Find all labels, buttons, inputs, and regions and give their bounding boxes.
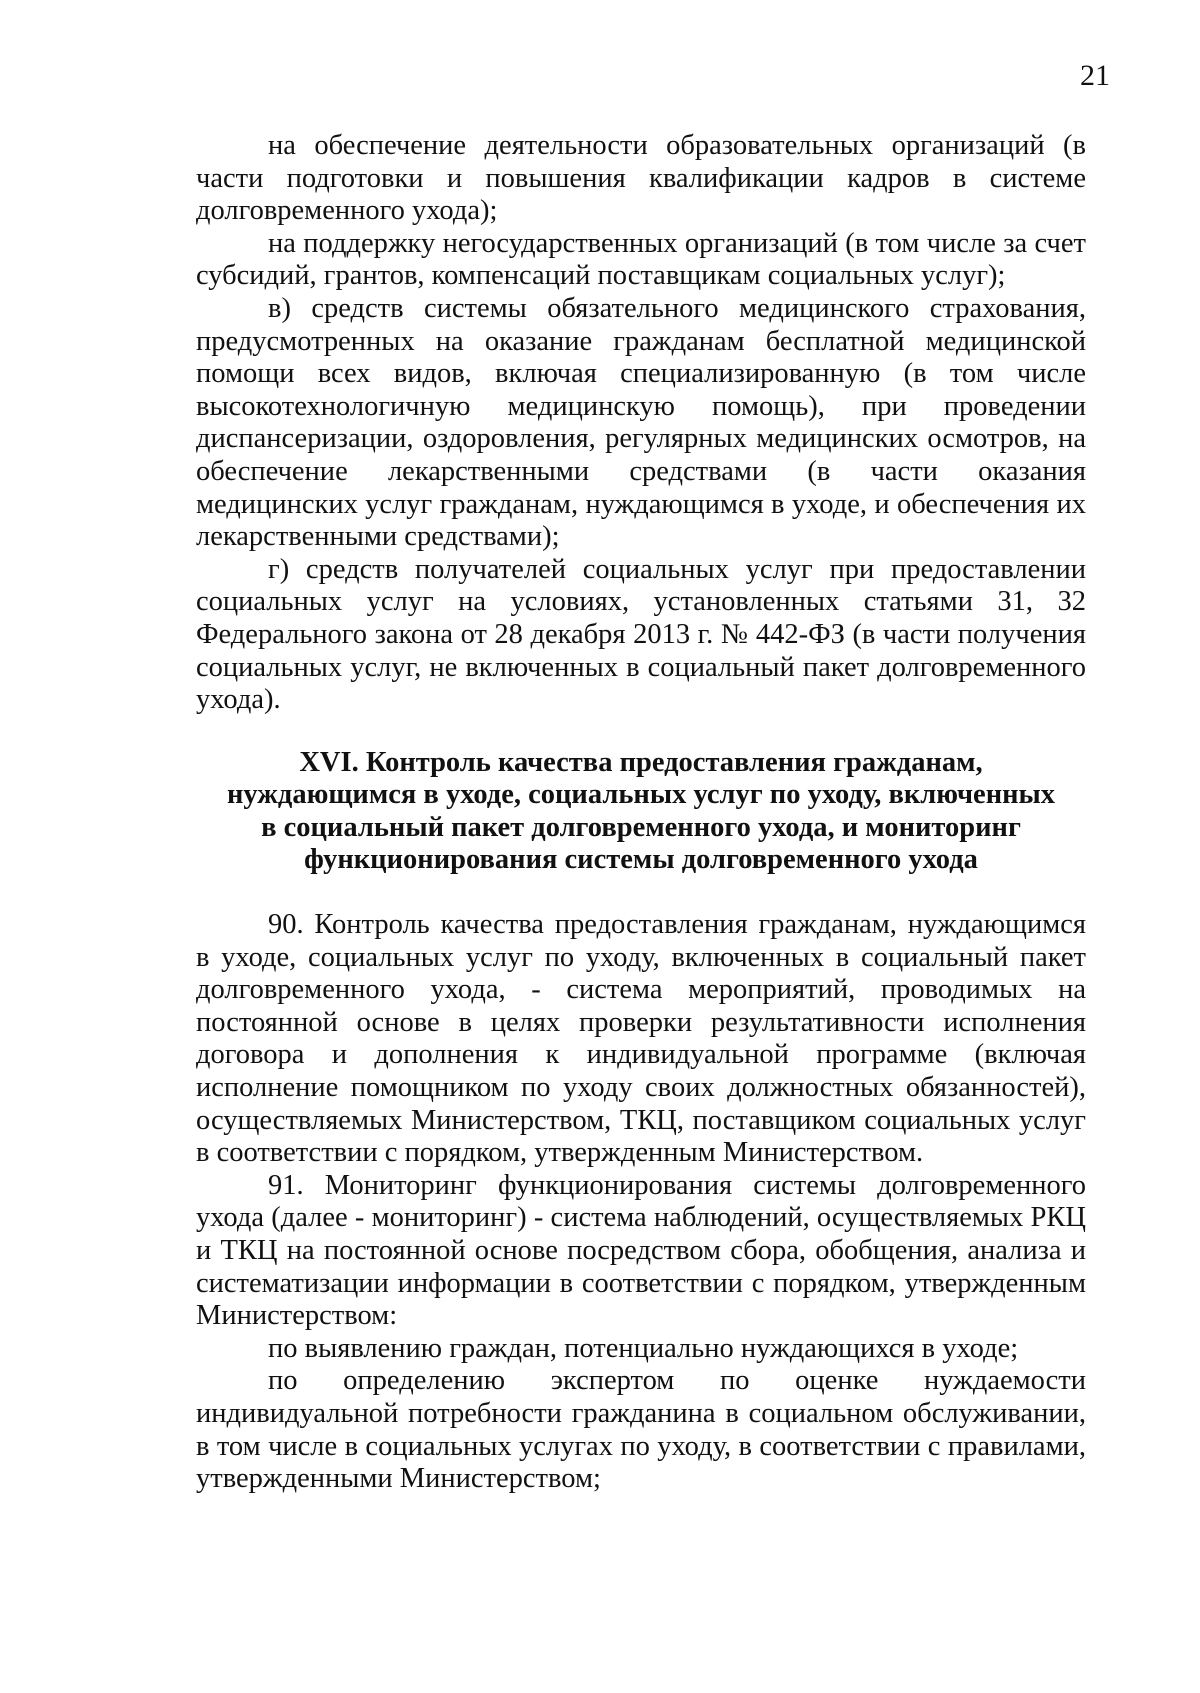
heading-line: функционирования системы долговременного ухода <box>304 844 978 876</box>
paragraph-item-v-medical-insurance: в) средств системы обязательного медицинского страхования, предусмотренных на оказание гражданам бесплатной медицинской помощи всех видов, включая специализированную (в том числе высокотехнологичную медицинскую помощь), при проведении диспансеризации, оздоровления, регулярных медицинских осмотров, на обеспечение лекарственными средствами (в части оказания медицинских услуг гражданам, нуждающимся в уходе, и обеспечения их лекарственными средствами); <box>196 292 1086 553</box>
paragraph-nongovernmental-support: на поддержку негосударственных организаций (в том числе за счет субсидий, грантов, компенсаций поставщикам социальных услуг); <box>196 227 1086 292</box>
paragraph-90-quality-control: 90. Контроль качества предоставления гражданам, нуждающимся в уходе, социальных услуг по уходу, включенных в социальный пакет долговременного ухода, - система мероприятий, проводимых на постоянной основе в целях проверки результативности исполнения договора и дополнения к индивидуальной программе (включая исполнение помощником по уходу своих должностных обязанностей), осуществляемых Министерством, ТКЦ, поставщиком социальных услуг в соответствии с порядком, утвержденным Министерством. <box>196 909 1086 1169</box>
paragraph-education-funding: на обеспечение деятельности образовательных организаций (в части подготовки и повышения квалификации кадров в системе долговременного ухода); <box>196 130 1086 227</box>
paragraph-identification: по выявлению граждан, потенциально нуждающихся в уходе; <box>268 1332 1019 1364</box>
section-heading-xvi <box>196 747 1086 877</box>
heading-line: в социальный пакет долговременного ухода, и мониторинг <box>261 811 1021 843</box>
heading-line: XVI. Контроль качества предоставления гражданам, <box>299 746 983 778</box>
paragraph-needs-assessment: по определению экспертом по оценке нуждаемости индивидуальной потребности гражданина в социальном обслуживании, в том числе в социальных услугах по уходу, в соответствии с правилами, утвержденными Министерством; <box>196 1365 1086 1495</box>
document-body <box>196 130 1086 1496</box>
paragraph-item-g-recipient-funds: г) средств получателей социальных услуг при предоставлении социальных услуг на условиях, установленных статьями 31, 32 Федерального закона от 28 декабря 2013 г. № 442-ФЗ (в части получения социальных услуг, не включенных в социальный пакет долговременного ухода). <box>196 553 1086 716</box>
heading-line: нуждающимся в уходе, социальных услуг по уходу, включенных <box>226 779 1056 811</box>
paragraph-91-monitoring: 91. Мониторинг функционирования системы долговременного ухода (далее - мониторинг) - система наблюдений, осуществляемых РКЦ и ТКЦ на постоянной основе посредством сбора, обобщения, анализа и систематизации информации в соответствии с порядком, утвержденным Министерством: <box>196 1169 1086 1332</box>
page-number: 21 <box>1080 59 1110 92</box>
